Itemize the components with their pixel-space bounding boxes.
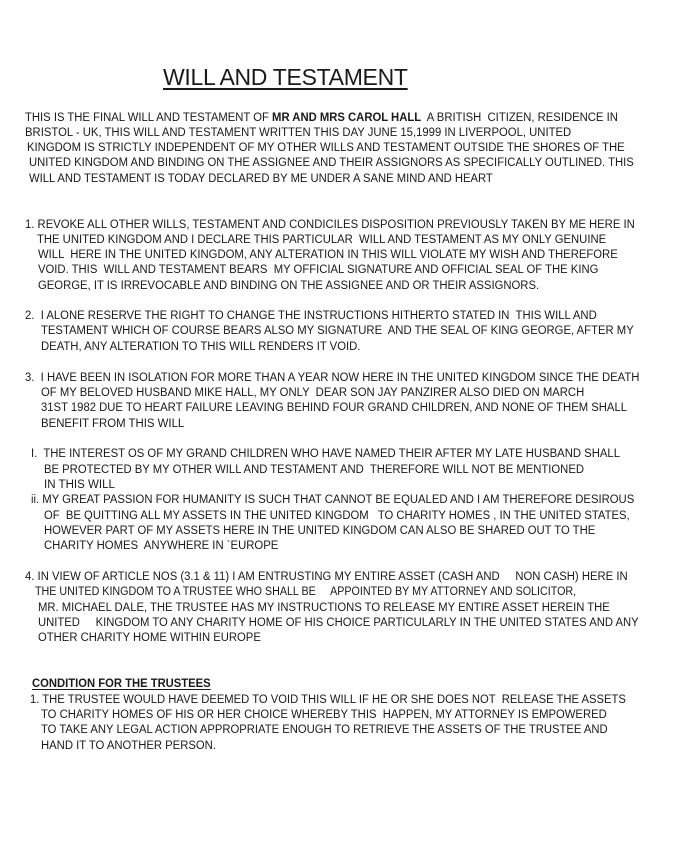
item-3-line-4: BENEFIT FROM THIS WILL (41, 416, 185, 430)
item-3-i-line-2: BE PROTECTED BY MY OTHER WILL AND TESTAMENT AND THEREFORE WILL NOT BE MENTIONED (44, 462, 584, 476)
item-1-line-5: GEORGE, IT IS IRREVOCABLE AND BINDING ON THE ASSIGNEE AND OR THEIR ASSIGNORS. (38, 278, 540, 292)
document-title: WILL AND TESTAMENT (163, 64, 408, 90)
testator-name: MR AND MRS CAROL HALL (272, 110, 422, 124)
item-3-line-3: 31ST 1982 DUE TO HEART FAILURE LEAVING BEHIND FOUR GRAND CHILDREN, AND NONE OF THEM SHALL (41, 400, 628, 414)
item-1-line-4: VOID. THIS WILL AND TESTAMENT BEARS MY OFFICIAL SIGNATURE AND OFFICIAL SEAL OF THE KING (38, 262, 599, 276)
item-4-line-4: UNITED KINGDOM TO ANY CHARITY HOME OF HIS CHOICE PARTICULARLY IN THE UNITED STATES AND ANY (38, 615, 639, 629)
item-3-i-line-1: I. THE INTEREST OS OF MY GRAND CHILDREN WHO HAVE NAMED THEIR AFTER MY LATE HUSBAND SHALL (31, 446, 620, 460)
item-3-ii-line-4: CHARITY HOMES ANYWHERE IN `EUROPE (44, 538, 279, 552)
condition-line-1: 1. THE TRUSTEE WOULD HAVE DEEMED TO VOID THIS WILL IF HE OR SHE DOES NOT RELEASE THE ASSETS (30, 692, 626, 706)
intro-line-3: KINGDOM IS STRICTLY INDEPENDENT OF MY OTHER WILLS AND TESTAMENT OUTSIDE THE SHORES OF THE (27, 140, 625, 154)
item-4-line-5: OTHER CHARITY HOME WITHIN EUROPE (38, 630, 261, 644)
item-3-ii-line-2: OF BE QUITTING ALL MY ASSETS IN THE UNITED KINGDOM TO CHARITY HOMES , IN THE UNITED STATES, (44, 508, 630, 522)
item-3-i-line-3: IN THIS WILL (44, 477, 115, 491)
condition-heading: CONDITION FOR THE TRUSTEES (32, 676, 211, 690)
item-3-line-2: OF MY BELOVED HUSBAND MIKE HALL, MY ONLY DEAR SON JAY PANZIRER ALSO DIED ON MARCH (41, 385, 585, 399)
intro-line-5: WILL AND TESTAMENT IS TODAY DECLARED BY ME UNDER A SANE MIND AND HEART (29, 171, 493, 185)
intro-line-1 (25, 110, 618, 125)
item-4-line-2: THE UNITED KINGDOM TO A TRUSTEE WHO SHALL BE APPOINTED BY MY ATTORNEY AND SOLICITOR, (35, 584, 577, 598)
item-2-line-3: DEATH, ANY ALTERATION TO THIS WILL RENDERS IT VOID. (41, 339, 361, 353)
item-1-line-2: THE UNITED KINGDOM AND I DECLARE THIS PARTICULAR WILL AND TESTAMENT AS MY ONLY GENUINE (37, 232, 607, 246)
intro-line-2: BRISTOL - UK, THIS WILL AND TESTAMENT WRITTEN THIS DAY JUNE 15,1999 IN LIVERPOOL, UNITED (25, 125, 572, 139)
item-3-ii-line-3: HOWEVER PART OF MY ASSETS HERE IN THE UNITED KINGDOM CAN ALSO BE SHARED OUT TO THE (44, 523, 596, 537)
item-2-line-1: 2. I ALONE RESERVE THE RIGHT TO CHANGE THE INSTRUCTIONS HITHERTO STATED IN THIS WILL AND (25, 308, 597, 322)
condition-line-3: TO TAKE ANY LEGAL ACTION APPROPRIATE ENOUGH TO RETRIEVE THE ASSETS OF THE TRUSTEE AND (41, 722, 608, 736)
intro-line-4: UNITED KINGDOM AND BINDING ON THE ASSIGNEE AND THEIR ASSIGNORS AS SPECIFICALLY OUTLINED. THIS (29, 155, 634, 169)
item-3-line-1: 3. I HAVE BEEN IN ISOLATION FOR MORE THAN A YEAR NOW HERE IN THE UNITED KINGDOM SINCE THE DEATH (25, 370, 640, 384)
condition-line-2: TO CHARITY HOMES OF HIS OR HER CHOICE WHEREBY THIS HAPPEN, MY ATTORNEY IS EMPOWERED (41, 707, 607, 721)
item-1-line-3: WILL HERE IN THE UNITED KINGDOM, ANY ALTERATION IN THIS WILL VIOLATE MY WISH AND THEREFORE (38, 247, 618, 261)
item-4-line-3: MR. MICHAEL DALE, THE TRUSTEE HAS MY INSTRUCTIONS TO RELEASE MY ENTIRE ASSET HEREIN THE (38, 600, 610, 614)
item-3-ii-line-1: ii. MY GREAT PASSION FOR HUMANITY IS SUCH THAT CANNOT BE EQUALED AND I AM THEREFORE DESIROUS (31, 492, 635, 506)
item-2-line-2: TESTAMENT WHICH OF COURSE BEARS ALSO MY SIGNATURE AND THE SEAL OF KING GEORGE, AFTER MY (41, 323, 634, 337)
intro-text: A BRITISH CITIZEN, RESIDENCE IN (421, 110, 618, 124)
item-4-line-1: 4. IN VIEW OF ARTICLE NOS (3.1 & 11) I AM ENTRUSTING MY ENTIRE ASSET (CASH AND NON CASH) HERE IN (25, 569, 628, 583)
intro-text: THIS IS THE FINAL WILL AND TESTAMENT OF (25, 110, 273, 124)
condition-line-4: HAND IT TO ANOTHER PERSON. (41, 738, 216, 752)
item-1-line-1: 1. REVOKE ALL OTHER WILLS, TESTAMENT AND CONDICILES DISPOSITION PREVIOUSLY TAKEN BY ME HERE IN (25, 217, 635, 231)
